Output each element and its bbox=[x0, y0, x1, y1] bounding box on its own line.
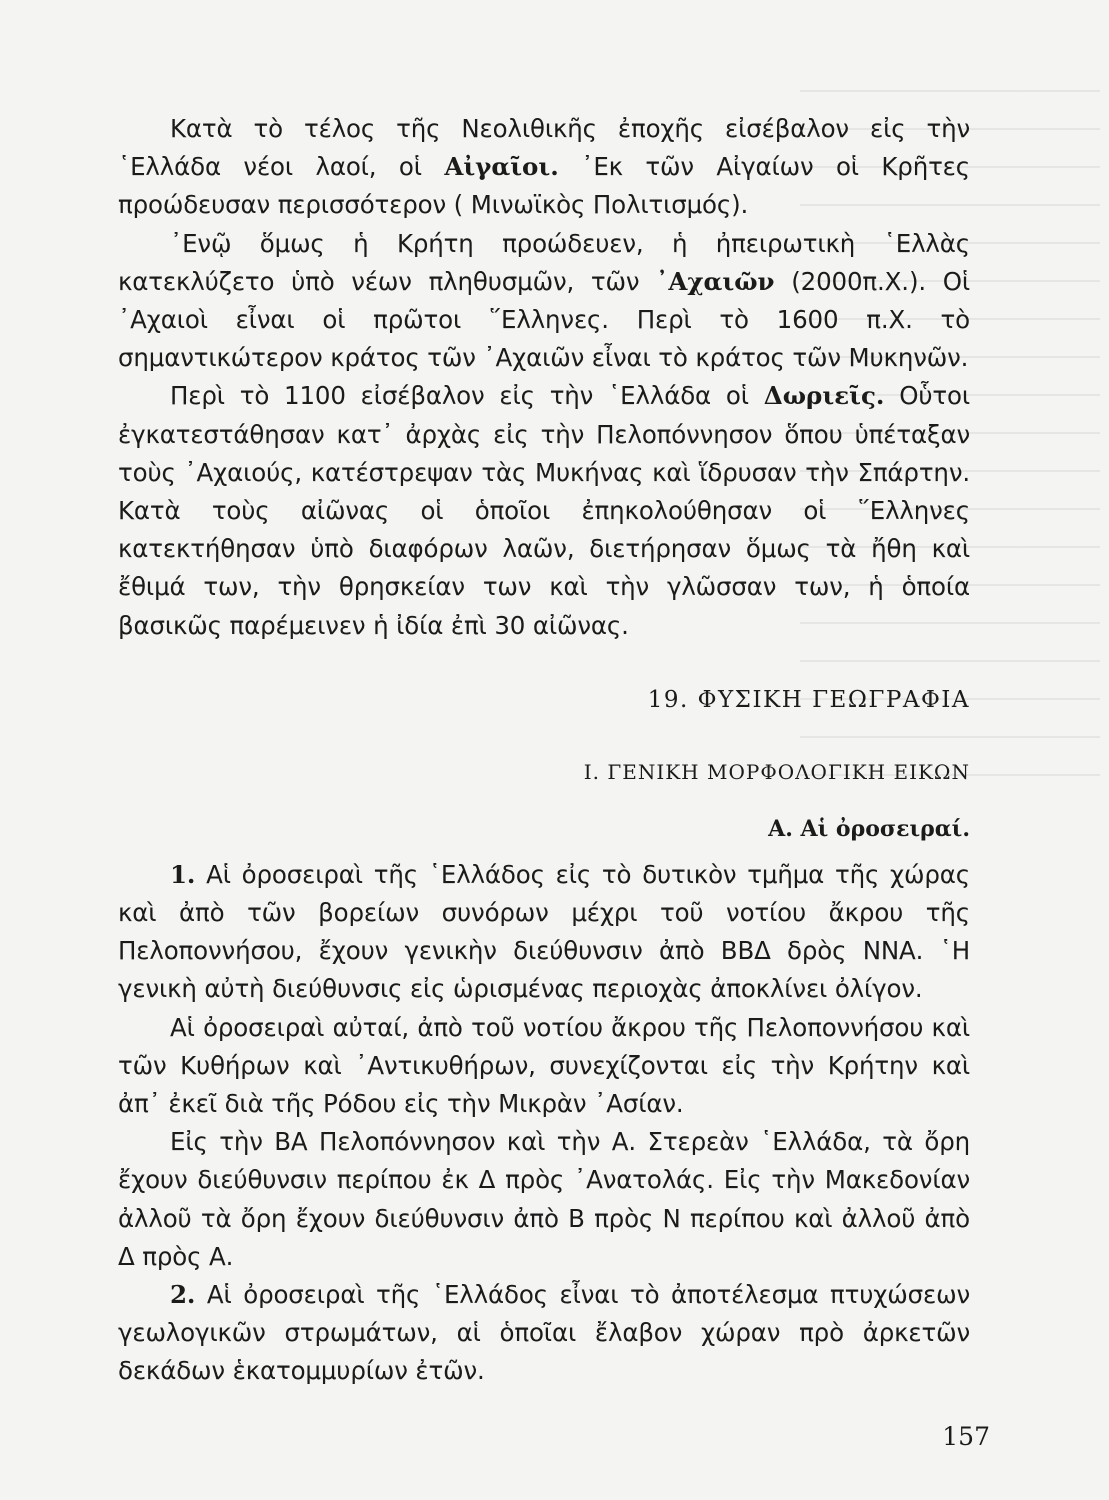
term-dorians: Δωριεῖς. bbox=[763, 381, 885, 411]
paragraph-number: 2. bbox=[170, 1280, 196, 1310]
paragraph-aegeans bbox=[118, 110, 970, 225]
text-run: Κατὰ τὸ τέλος τῆς Νεολιθικῆς ἐποχῆς εἰσέβαλον εἰς τὴν ῾Ελλάδα νέοι λαοί, οἱ bbox=[118, 114, 970, 182]
text-run: (2000π.Χ.). Οἱ ᾿Αχαιοὶ εἶναι οἱ πρῶτοι ῞Ελληνες. Περὶ τὸ 1600 π.Χ. τὸ σημαντικώτερον κράτος τῶν ᾿Αχαιῶν εἶναι τὸ κράτος τῶν Μυκηνῶν. bbox=[118, 266, 971, 373]
text-run: ᾿Εκ τῶν Αἰγαίων οἱ Κρῆτες προώδευσαν περισσότερον ( Μινωϊκὸς Πολιτισμός). bbox=[118, 152, 970, 220]
paragraph-ranges-northeast bbox=[118, 1123, 970, 1276]
text-run: ᾿Ενῷ ὅμως ἡ Κρήτη προώδευεν, ἡ ἠπειρωτικὴ ῾Ελλὰς κατεκλύζετο ὑπὸ νέων πληθυσμῶν, τῶν bbox=[118, 228, 970, 296]
text-run: Αἱ ὀροσειραὶ τῆς ῾Ελλάδος εἶναι τὸ ἀποτέλεσμα πτυχώσεων γεωλογικῶν στρωμάτων, αἱ ὁποῖαι ἔλαβον χώραν πρὸ ἀρκετῶν δεκάδων ἑκατομμυρίων ἐτῶν. bbox=[118, 1280, 970, 1386]
paragraph-ranges-direction bbox=[118, 856, 970, 1009]
term-aegeans: Αἰγαῖοι. bbox=[444, 152, 559, 182]
text-run: Αἱ ὀροσειραὶ τῆς ῾Ελλάδος εἰς τὸ δυτικὸν τμῆμα τῆς χώρας καὶ ἀπὸ τῶν βορείων συνόρων μέχρι τοῦ νοτίου ἄκρου τῆς Πελοποννήσου, ἔχουν γενικὴν διεύθυνσιν ἀπὸ ΒΒΔ δρὸς ΝΝΑ. ῾Η γενικὴ αὐτὴ διεύθυνσις εἰς ὡρισμένας περιοχὰς ἀποκλίνει ὀλίγον. bbox=[118, 859, 970, 1004]
paragraph-dorians bbox=[118, 377, 970, 644]
paragraph-number: 1. bbox=[170, 859, 196, 889]
text-run: Οὗτοι ἐγκατεστάθησαν κατ᾿ ἀρχὰς εἰς τὴν Πελοπόννησον ὅπου ὑπέταξαν τοὺς ᾿Αχαιούς, κατέστρεψαν τὰς Μυκήνας καὶ ἵδρυσαν τὴν Σπάρτην. Κατὰ τοὺς αἰῶνας οἱ ὁποῖοι ἐπηκολούθησαν οἱ ῞Ελληνες κατεκτήθησαν ὑπὸ διαφόρων λαῶν, διετήρησαν ὅμως τὰ ἤθη καὶ ἔθιμά των, τὴν θρησκείαν των καὶ τὴν γλῶσσαν των, ἡ ὁποία βασικῶς παρέμεινεν ἡ ἰδία ἐπὶ 30 αἰῶνας. bbox=[118, 381, 970, 640]
text-run: Εἰς τὴν ΒΑ Πελοπόννησον καὶ τὴν Α. Στερεὰν ῾Ελλάδα, τὰ ὄρη ἔχουν διεύθυνσιν περίπου ἐκ Δ πρὸς ᾿Ανατολάς. Εἰς τὴν Μακεδονίαν ἀλλοῦ τὰ ὄρη ἔχουν διεύθυνσιν ἀπὸ Β πρὸς Ν περίπου καὶ ἀλλοῦ ἀπὸ Δ πρὸς Α. bbox=[118, 1127, 970, 1271]
paragraph-ranges-continuation bbox=[118, 1009, 970, 1124]
paragraph-ranges-origin bbox=[118, 1276, 970, 1391]
page-content bbox=[118, 110, 970, 1391]
section-heading: Ι. ΓΕΝΙΚΗ ΜΟΡΦΟΛΟΓΙΚΗ ΕΙΚΩΝ bbox=[583, 759, 970, 784]
text-run: Αἱ ὀροσειραὶ αὐταί, ἀπὸ τοῦ νοτίου ἄκρου τῆς Πελοποννήσου καὶ τῶν Κυθήρων καὶ ᾿Αντικυθήρων, συνεχίζονται εἰς τὴν Κρήτην καὶ ἀπ᾿ ἐκεῖ διὰ τῆς Ρόδου εἰς τὴν Μικρὰν ᾿Ασίαν. bbox=[118, 1012, 970, 1119]
bottom-paragraphs bbox=[118, 856, 970, 1391]
page-number: 157 bbox=[942, 1422, 990, 1451]
top-paragraphs bbox=[118, 110, 970, 645]
chapter-heading: 19. ΦΥΣΙΚΗ ΓΕΩΓΡΑΦΙΑ bbox=[647, 686, 970, 713]
term-achaeans: ᾿Αχαιῶν bbox=[656, 266, 775, 296]
text-run: Περὶ τὸ 1100 εἰσέβαλον εἰς τὴν ῾Ελλάδα οἱ bbox=[170, 381, 764, 411]
paragraph-achaeans bbox=[118, 225, 970, 378]
subsection-heading: Α. Αἱ ὀροσειραί. bbox=[768, 815, 970, 842]
